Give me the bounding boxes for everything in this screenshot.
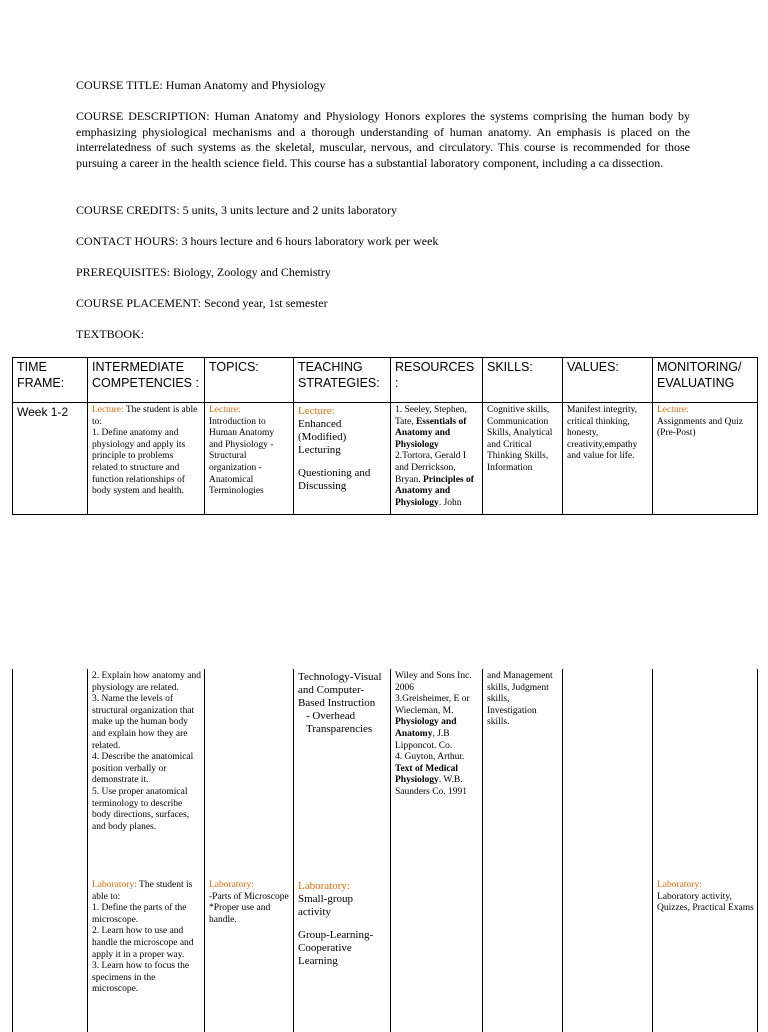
header-teaching-strategies: TEACHING STRATEGIES: [294,358,391,403]
competency-item: 2. Explain how anatomy and physiology are related. [92,671,201,693]
header-topics: TOPICS: [205,358,294,403]
table-header-row [13,358,758,403]
strategy-text: Group-Learning-Cooperative Learning [298,929,374,967]
time-frame-cell [13,669,88,872]
skills-cell [483,872,563,1032]
table-row [13,403,758,515]
syllabus-table [12,357,758,515]
competencies-cell [88,403,205,515]
course-placement: COURSE PLACEMENT: Second year, 1st semester [76,296,328,310]
strategies-cell [294,872,391,1032]
lecture-label: Lecture: [92,405,124,415]
competency-intro: The student is able to: [92,880,193,902]
strategy-text: Questioning and Discussing [298,467,371,492]
header-monitoring: MONITORING/ EVALUATING [653,358,758,403]
competency-item: 2. Learn how to use and handle the microscope and apply it in a proper way. [92,926,194,960]
resources-cell [391,403,483,515]
header-time-frame: TIME FRAME: [13,358,88,403]
topics-cell [205,669,294,872]
values-cell [563,872,653,1032]
values-cell [563,669,653,872]
resource-title: Physiology and Anatomy [395,717,457,739]
header-values: VALUES: [563,358,653,403]
competencies-cell [88,669,205,872]
strategy-text: Enhanced (Modified) Lecturing [298,418,347,456]
monitoring-cell [653,403,758,515]
competency-item: 4. Describe the anatomical position verbally or demonstrate it. [92,752,194,786]
table-row [13,872,758,1032]
resource-publisher: . W.B. Saunders Co. 1991 [395,775,468,797]
resource-author: 1. Seeley, Stephen, Tate, [395,405,467,427]
topic-text: -Parts of Microscope *Proper use and handle. [209,891,289,925]
header-resources: RESOURCES : [391,358,483,403]
strategies-cell [294,403,391,515]
lecture-label: Lecture: [298,405,335,417]
monitoring-text: Assignments and Quiz (Pre-Post) [657,416,744,439]
competency-intro: The student is able to: [92,405,198,427]
resource-author: 2.Tortora, Gerald I and Derrickson, Bryan. [395,451,467,485]
competency-item: 3. Name the levels of structural organization that make up the human body and explain how they are related. [92,694,195,751]
contact-hours: CONTACT HOURS: 3 hours lecture and 6 hours laboratory work per week [76,234,439,248]
prerequisites: PREREQUISITES: Biology, Zoology and Chemistry [76,265,331,279]
resource-publisher: , J.B Lipponcot. Co. [395,728,453,751]
topics-cell [205,872,294,1032]
strategy-subitem: - Overhead Transparencies [306,710,373,735]
resources-cell [391,872,483,1032]
time-frame-cell: Week 1-2 [13,403,88,515]
syllabus-table-continued [12,669,758,1032]
topic-text: Introduction to Human Anatomy and Physiology -Structural organization -Anatomical Terminologies [209,416,275,497]
header-competencies: INTERMEDIATE COMPETENCIES : [88,358,205,403]
competency-item: 1. Define the parts of the microscope. [92,903,187,925]
time-frame-cell [13,872,88,1032]
lecture-label: Lecture: [209,405,241,415]
resource-publisher: . John [438,497,462,508]
laboratory-label: Laboratory: [657,880,702,890]
header-skills: SKILLS: [483,358,563,403]
monitoring-cell [653,872,758,1032]
strategies-cell [294,669,391,872]
textbook-label: TEXTBOOK: [76,327,144,341]
strategy-text: Technology-Visual and Computer-Based Instruction [298,671,382,709]
topics-cell [205,403,294,515]
course-description: COURSE DESCRIPTION: Human Anatomy and Physiology Honors explores the systems comprising the human body by emphasizing physiological mechanisms and a thorough understanding of human anatomy. An emphasis is placed on the interrelatedness of such systems as the skeletal, muscular, nervous, and circulatory. This course is recommended for those pursuing a career in the health science field. This course has a substantial laboratory component, including a ca dissection. [76,109,690,170]
skills-cell: Cognitive skills, Communication Skills, Analytical and Critical Thinking Skills, Information [483,403,563,515]
resource-title: Text of Medical Physiology [395,763,458,786]
laboratory-label: Laboratory: [92,880,137,890]
laboratory-label: Laboratory: [209,880,254,890]
values-cell: Manifest integrity, critical thinking, honesty, creativity,empathy and value for life. [563,403,653,515]
course-title: COURSE TITLE: Human Anatomy and Physiology [76,78,326,92]
competency-item: 5. Use proper anatomical terminology to describe body directions, surfaces, and body planes. [92,786,190,832]
strategy-text: Small-group activity [298,893,353,918]
course-credits: COURSE CREDITS: 5 units, 3 units lecture and 2 units laboratory [76,203,397,217]
lecture-label: Lecture: [657,405,689,415]
competency-item: 1. Define anatomy and physiology and apply its principle to problems related to structure and function relationships of body system and health. [92,428,186,497]
resource-publisher: Wiley and Sons Inc. 2006 [395,671,472,693]
resource-author: 3.Greisheimer, E or Wiecleman, M. [395,694,470,716]
skills-cell: and Management skills, Judgment skills, Investigation skills. [483,669,563,872]
monitoring-cell [653,669,758,872]
resource-title: Principles of Anatomy and Physiology [395,474,474,508]
competencies-cell [88,872,205,1032]
competency-item: 3. Learn how to focus the specimens in the microscope. [92,961,190,995]
resources-cell [391,669,483,872]
table-row [13,669,758,872]
laboratory-label: Laboratory: [298,880,350,892]
resource-author: 4. Guyton, Arthur. [395,752,465,763]
resource-title: Essentials of Anatomy and Physiology [395,416,467,450]
monitoring-text: Laboratory activity, Quizzes, Practical Exams [657,891,754,914]
